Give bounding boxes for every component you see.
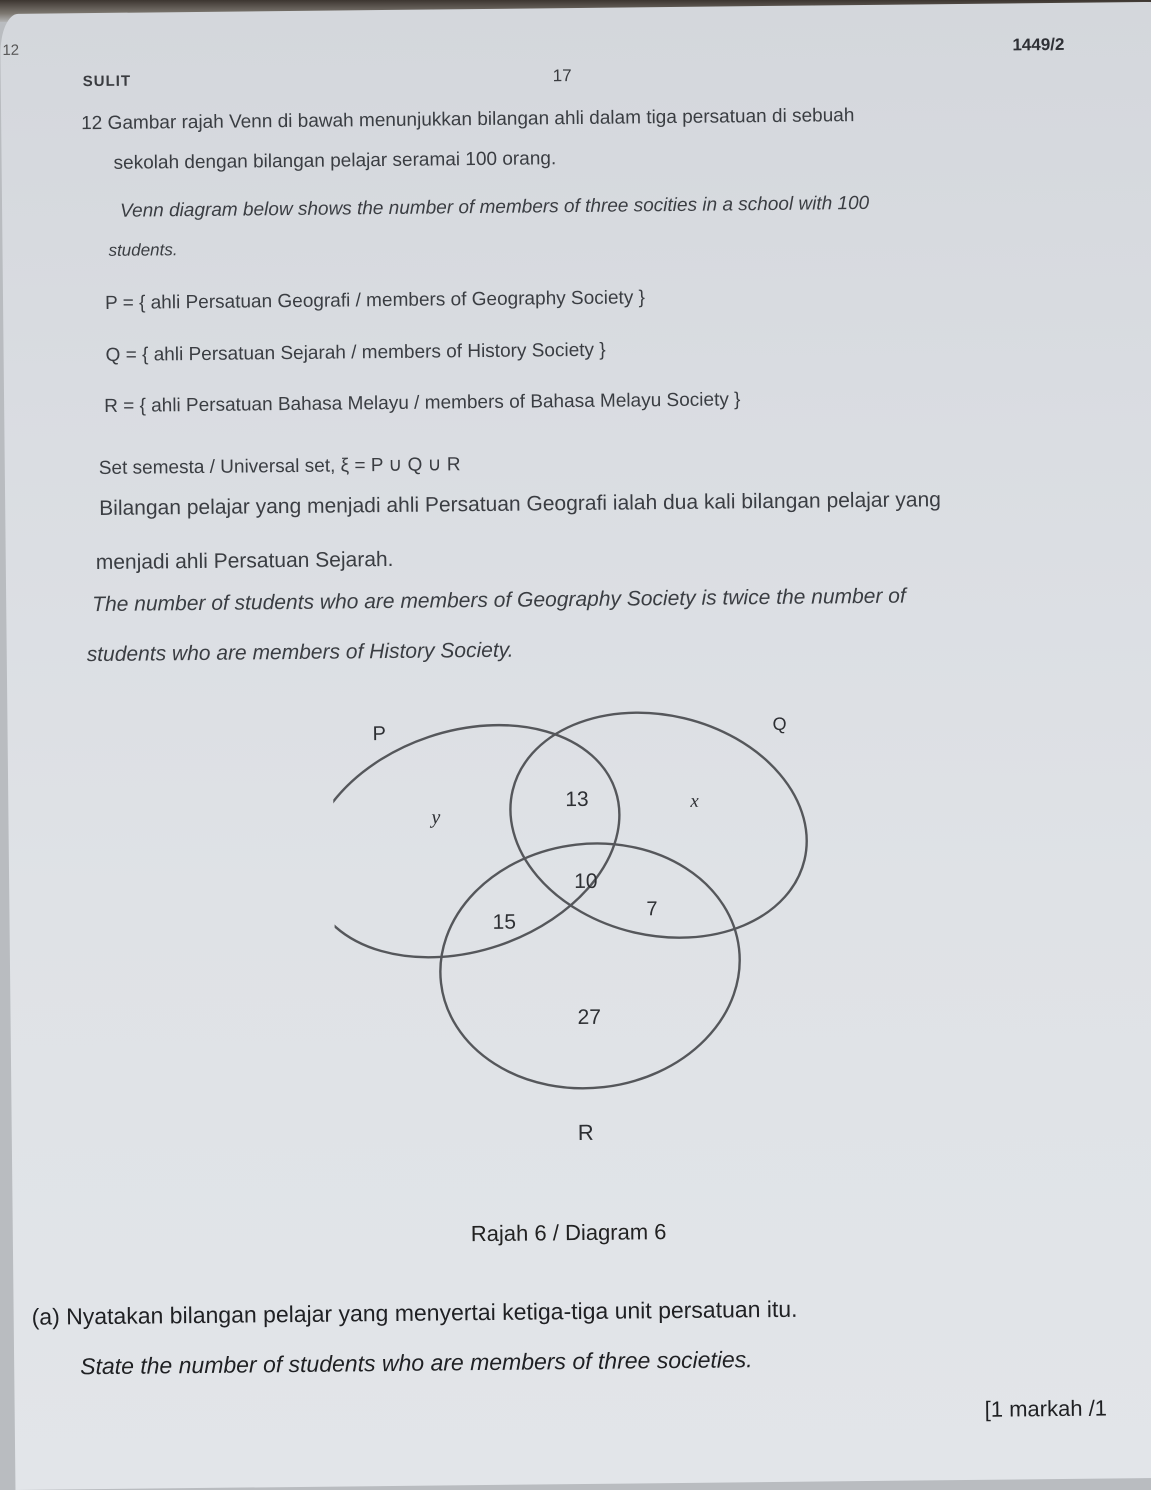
sulit-label: SULIT: [82, 72, 132, 91]
region-p-only: y: [431, 806, 441, 829]
label-r: R: [577, 1119, 594, 1146]
question-number: 12: [81, 112, 103, 135]
set-r-definition: R = { ahli Persatuan Bahasa Melayu / members of Bahasa Melayu Society }: [104, 389, 741, 417]
question-line-1: [81, 105, 854, 135]
region-r-only: 27: [577, 1005, 602, 1030]
condition-malay-2: menjadi ahli Persatuan Sejarah.: [95, 547, 394, 575]
region-q-r-only: 7: [646, 898, 658, 921]
label-q: Q: [772, 713, 787, 734]
set-q-definition: Q = { ahli Persatuan Sejarah / members of History Society }: [105, 339, 606, 366]
marks-label: [1 markah /1: [984, 1395, 1108, 1422]
part-a-english: State the number of students who are members of three societies.: [80, 1346, 753, 1380]
part-a-malay: (a) Nyatakan bilangan pelajar yang menyertai ketiga-tiga unit persatuan itu.: [31, 1295, 798, 1330]
set-p-definition: P = { ahli Persatuan Geografi / members of Geography Society }: [104, 287, 646, 314]
region-p-q-only: 13: [565, 787, 589, 812]
question-malay-1: Gambar rajah Venn di bawah menunjukkan bilangan ahli dalam tiga persatuan di sebuah: [107, 105, 855, 134]
question-english-1: Venn diagram below shows the number of members of three socities in a school with 100: [119, 192, 870, 222]
region-all: 10: [574, 869, 598, 894]
question-english-2: students.: [108, 240, 178, 260]
diagram-caption: Rajah 6 / Diagram 6: [470, 1219, 667, 1247]
universal-set: Set semesta / Universal set, ξ = P ∪ Q ∪ R: [98, 454, 461, 480]
circle-q: [487, 686, 816, 967]
condition-english-2: students who are members of History Society.: [86, 638, 514, 667]
corner-mark: 12: [2, 41, 20, 60]
condition-english-1: The number of students who are members of Geography Society is twice the number of: [92, 584, 906, 617]
label-p: P: [372, 723, 387, 746]
region-q-only: x: [690, 790, 699, 812]
region-p-r-only: 15: [492, 910, 517, 934]
page-number: 17: [552, 66, 572, 86]
exam-page: [0, 2, 1151, 1490]
venn-diagram: [332, 686, 816, 1121]
question-malay-2: sekolah dengan bilangan pelajar seramai 100 orang.: [113, 148, 557, 174]
paper-code: 1449/2: [1012, 34, 1065, 55]
condition-malay-1: Bilangan pelajar yang menjadi ahli Persatuan Geografi ialah dua kali bilangan pelajar yang: [99, 488, 942, 521]
